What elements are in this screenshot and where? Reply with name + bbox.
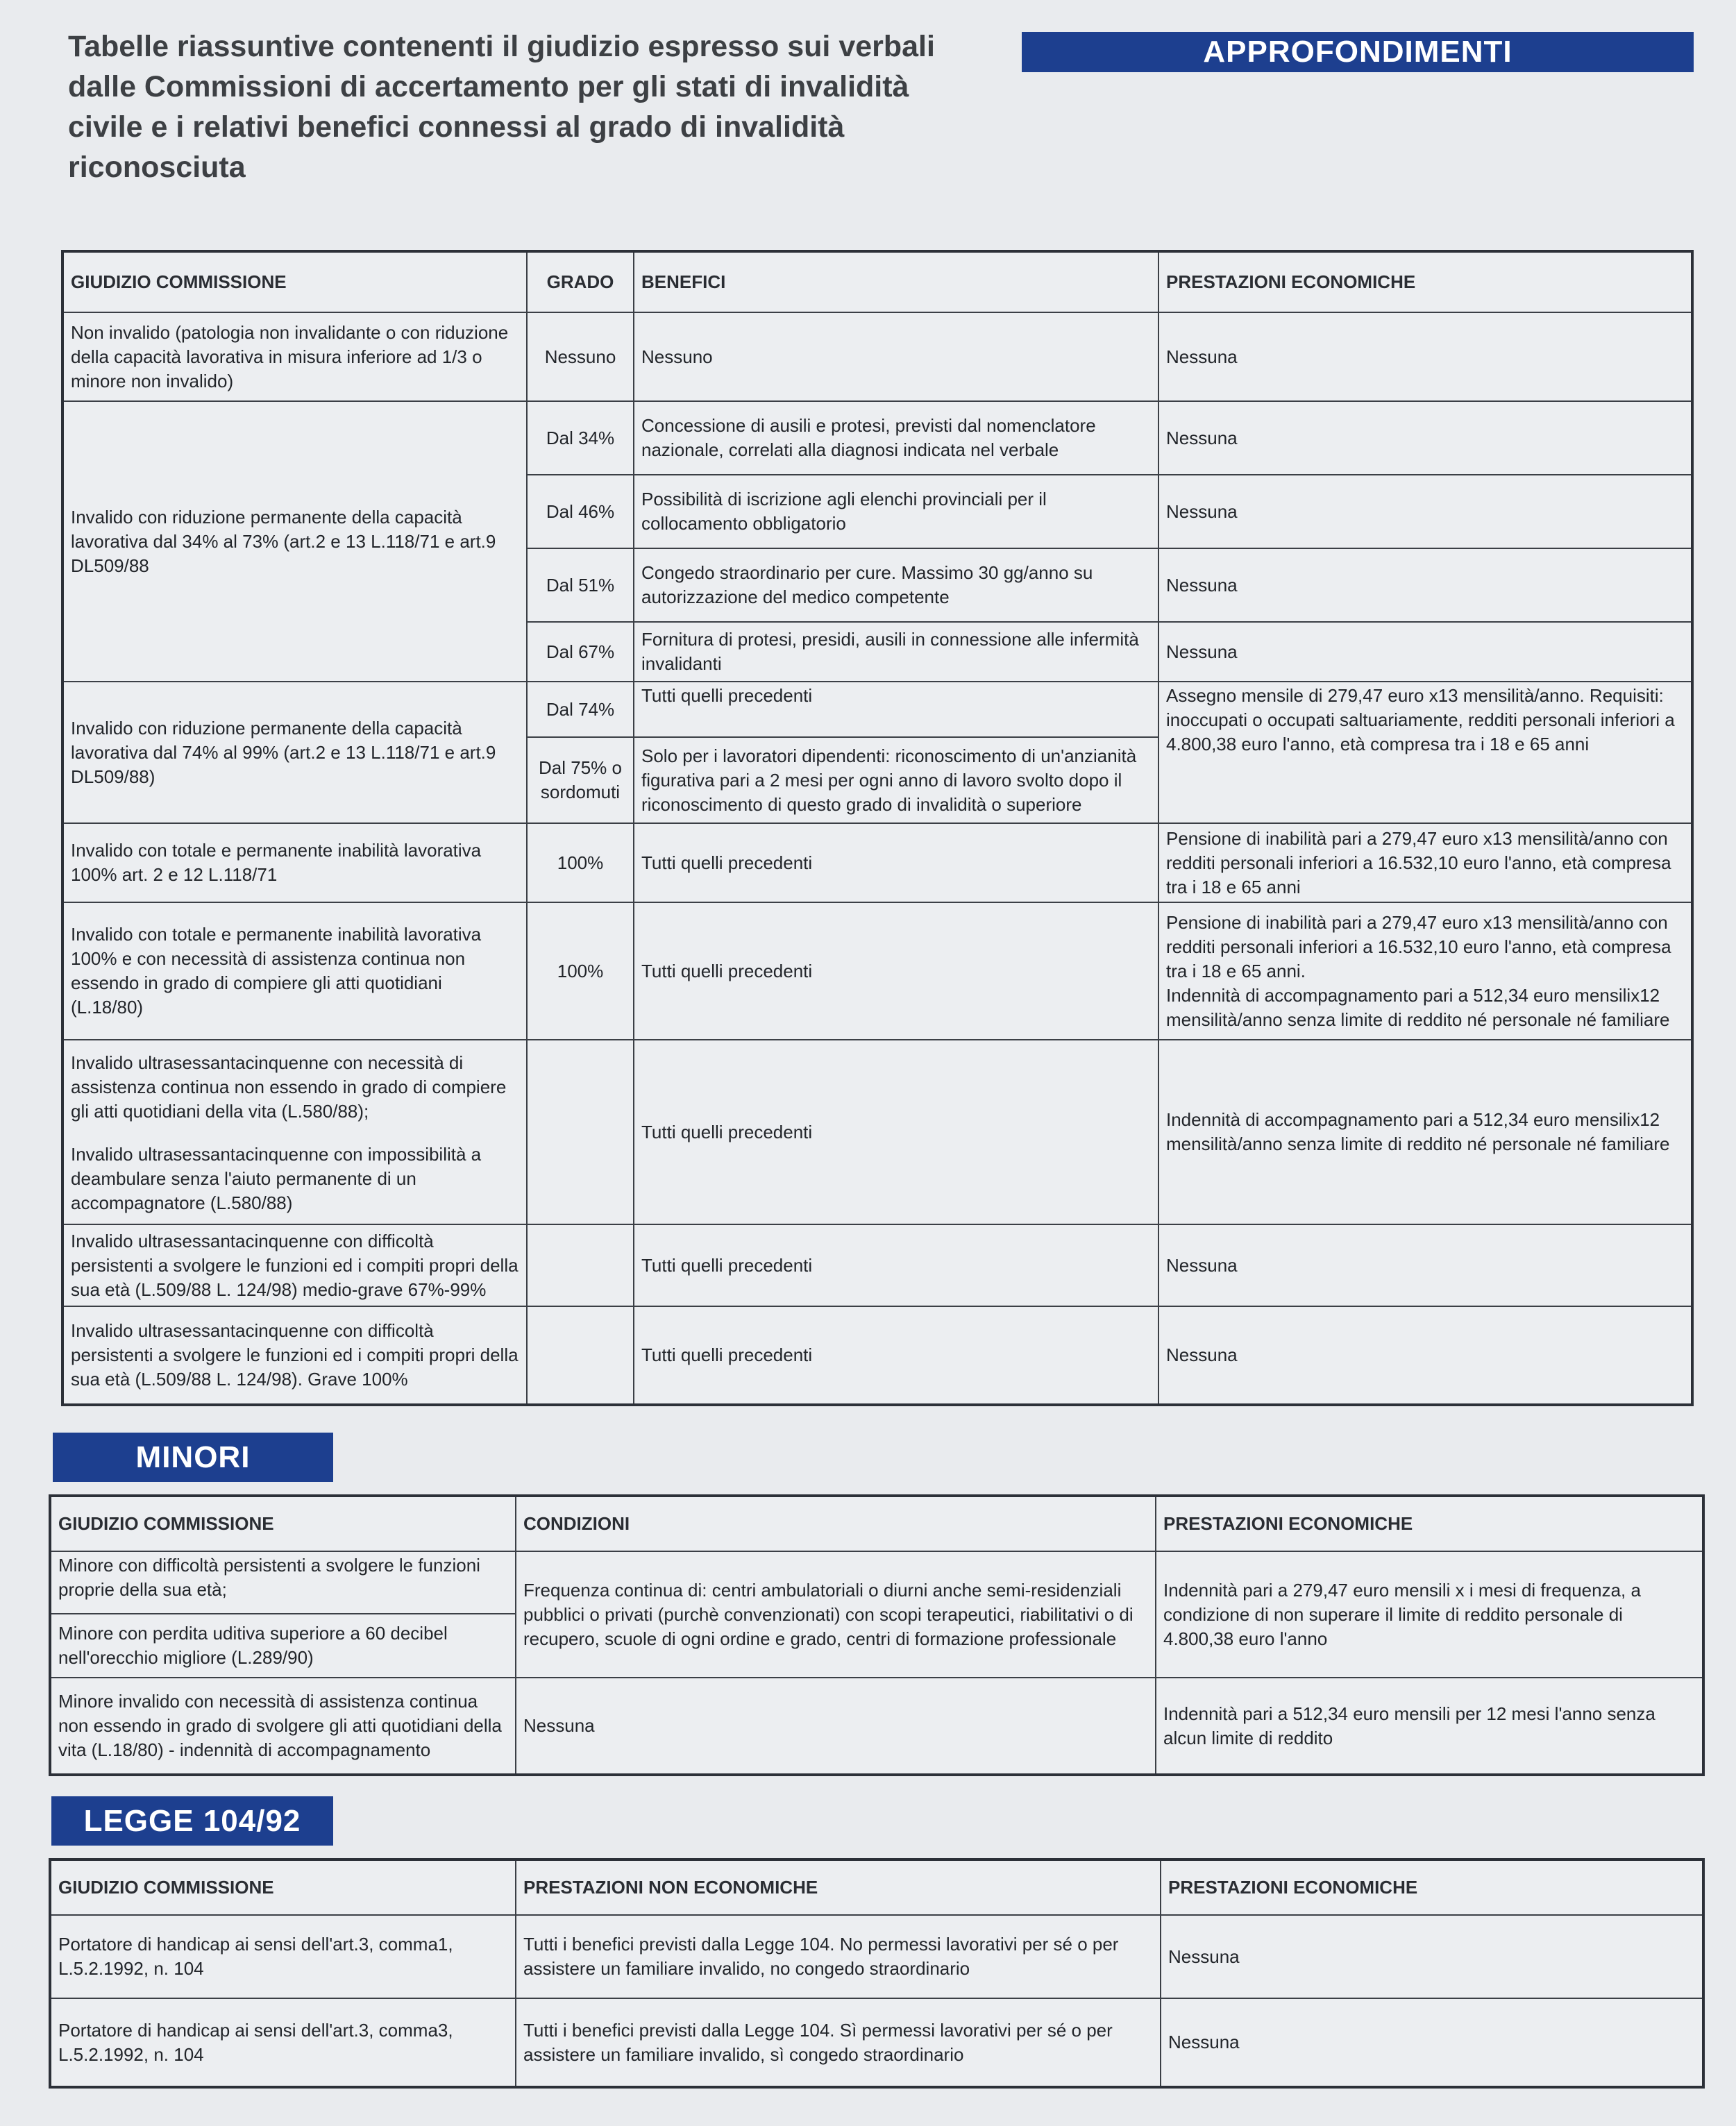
approfondimenti-banner: APPROFONDIMENTI bbox=[1022, 32, 1694, 72]
header-prestazioni: PRESTAZIONI ECONOMICHE bbox=[1158, 251, 1692, 312]
giudizio-cell: Invalido ultrasessantacinquenne con difficoltà persistenti a svolgere le funzioni ed i compiti propri della sua età (L.509/88 L. 124/98). Grave 100% bbox=[62, 1306, 527, 1405]
header-prestazioni: PRESTAZIONI ECONOMICHE bbox=[1156, 1496, 1703, 1551]
table-row bbox=[62, 902, 1692, 1040]
table-row bbox=[50, 1678, 1703, 1775]
table-row bbox=[50, 1915, 1703, 1998]
table-row bbox=[62, 1224, 1692, 1306]
prestazioni-cell: Nessuna bbox=[1158, 1224, 1692, 1306]
benefici-cell: Possibilità di iscrizione agli elenchi provinciali per il collocamento obbligatorio bbox=[634, 475, 1158, 548]
table-header-row bbox=[62, 251, 1692, 312]
table-row bbox=[62, 312, 1692, 401]
minori-banner: MINORI bbox=[53, 1433, 333, 1482]
benefici-cell: Fornitura di protesi, presidi, ausili in connessione alle infermità invalidanti bbox=[634, 622, 1158, 682]
giudizio-cell: Invalido ultrasessantacinquenne con difficoltà persistenti a svolgere le funzioni ed i compiti propri della sua età (L.509/88 L. 124/98) medio-grave 67%-99% bbox=[62, 1224, 527, 1306]
prestazioni-cell: Assegno mensile di 279,47 euro x13 mensilità/anno. Requisiti: inoccupati o occupati saltuariamente, redditi personali inferiori a 4.800,38 euro l'anno, età compresa tra i 18 e 65 anni bbox=[1158, 682, 1692, 823]
legge-104-table bbox=[49, 1858, 1705, 2089]
benefici-cell: Congedo straordinario per cure. Massimo 30 gg/anno su autorizzazione del medico competente bbox=[634, 548, 1158, 622]
giudizio-cell: Invalido con riduzione permanente della capacità lavorativa dal 34% al 73% (art.2 e 13 L.118/71 e art.9 DL509/88 bbox=[62, 401, 527, 682]
grado-cell: Nessuno bbox=[527, 312, 634, 401]
grado-cell bbox=[527, 1040, 634, 1224]
benefici-cell: Tutti quelli precedenti bbox=[634, 682, 1158, 737]
prestazioni-cell bbox=[1158, 902, 1692, 1040]
giudizio-cell: Minore con perdita uditiva superiore a 60 decibel nell'orecchio migliore (L.289/90) bbox=[50, 1614, 516, 1678]
header-giudizio: GIUDIZIO COMMISSIONE bbox=[50, 1859, 516, 1915]
benefici-cell: Tutti quelli precedenti bbox=[634, 823, 1158, 902]
benefici-cell: Concessione di ausili e protesi, previsti dal nomenclatore nazionale, correlati alla diagnosi indicata nel verbale bbox=[634, 401, 1158, 475]
condizioni-cell: Nessuna bbox=[516, 1678, 1156, 1775]
page-title: Tabelle riassuntive contenenti il giudizio espresso sui verbali dalle Commissioni di accertamento per gli stati di invalidità civile e i relativi benefici connessi al grado di invalidità riconosciuta bbox=[68, 30, 935, 184]
header-benefici: BENEFICI bbox=[634, 251, 1158, 312]
prestazioni-cell: Indennità pari a 279,47 euro mensili x i mesi di frequenza, a condizione di non superare il limite di reddito personale di 4.800,38 euro l'anno bbox=[1156, 1551, 1703, 1678]
economiche-cell: Nessuna bbox=[1161, 1998, 1703, 2087]
prestazioni-pensione: Pensione di inabilità pari a 279,47 euro x13 mensilità/anno con redditi personali inferiori a 16.532,10 euro l'anno, età compresa tra i 18 e 65 anni. bbox=[1166, 911, 1671, 981]
condizioni-cell: Frequenza continua di: centri ambulatoriali o diurni anche semi-residenziali pubblici o privati (purchè convenzionati) con scopi terapeutici, riabilitativi o di recupero, scuole di ogni ordine e grado, centri di formazione professionale bbox=[516, 1551, 1156, 1678]
minori-table bbox=[49, 1494, 1705, 1776]
table-row bbox=[62, 401, 1692, 475]
header-non-economiche: PRESTAZIONI NON ECONOMICHE bbox=[516, 1859, 1161, 1915]
giudizio-cell: Minore invalido con necessità di assistenza continua non essendo in grado di svolgere gli atti quotidiani della vita (L.18/80) - indennità di accompagnamento bbox=[50, 1678, 516, 1775]
benefici-cell: Tutti quelli precedenti bbox=[634, 902, 1158, 1040]
prestazioni-cell: Nessuna bbox=[1158, 312, 1692, 401]
table-header-row bbox=[50, 1496, 1703, 1551]
grado-cell bbox=[527, 1306, 634, 1405]
grado-cell: 100% bbox=[527, 823, 634, 902]
grado-cell: Dal 46% bbox=[527, 475, 634, 548]
benefici-cell: Solo per i lavoratori dipendenti: riconoscimento di un'anzianità figurativa pari a 2 mesi per ogni anno di lavoro svolto dopo il riconoscimento di questo grado di invalidità o superiore bbox=[634, 737, 1158, 823]
prestazioni-cell: Nessuna bbox=[1158, 475, 1692, 548]
table-row bbox=[62, 823, 1692, 902]
header-giudizio: GIUDIZIO COMMISSIONE bbox=[62, 251, 527, 312]
giudizio-cell: Non invalido (patologia non invalidante o con riduzione della capacità lavorativa in misura inferiore ad 1/3 o minore non invalido) bbox=[62, 312, 527, 401]
grado-cell: Dal 75% o sordomuti bbox=[527, 737, 634, 823]
giudizio-cell: Invalido con riduzione permanente della capacità lavorativa dal 74% al 99% (art.2 e 13 L.118/71 e art.9 DL509/88) bbox=[62, 682, 527, 823]
giudizio-cell: Portatore di handicap ai sensi dell'art.3, comma1, L.5.2.1992, n. 104 bbox=[50, 1915, 516, 1998]
prestazioni-accompagnamento: Indennità di accompagnamento pari a 512,34 euro mensilix12 mensilità/anno senza limite di reddito né personale né familiare bbox=[1166, 984, 1670, 1030]
grado-cell: Dal 74% bbox=[527, 682, 634, 737]
prestazioni-cell: Nessuna bbox=[1158, 401, 1692, 475]
table-header-row bbox=[50, 1859, 1703, 1915]
non-economiche-cell: Tutti i benefici previsti dalla Legge 104. No permessi lavorativi per sé o per assistere un familiare invalido, no congedo straordinario bbox=[516, 1915, 1161, 1998]
grado-cell bbox=[527, 1224, 634, 1306]
grado-cell: Dal 67% bbox=[527, 622, 634, 682]
table-row bbox=[50, 1998, 1703, 2087]
table-row bbox=[62, 1306, 1692, 1405]
benefici-cell: Tutti quelli precedenti bbox=[634, 1040, 1158, 1224]
header-economiche: PRESTAZIONI ECONOMICHE bbox=[1161, 1859, 1703, 1915]
grado-cell: Dal 51% bbox=[527, 548, 634, 622]
header-grado: GRADO bbox=[527, 251, 634, 312]
giudizio-cell: Invalido ultrasessantacinquenne con impossibilità a deambulare senza l'aiuto permanente di un accompagnatore (L.580/88) bbox=[62, 1134, 527, 1224]
table-row bbox=[62, 1040, 1692, 1134]
economiche-cell: Nessuna bbox=[1161, 1915, 1703, 1998]
grado-cell: Dal 34% bbox=[527, 401, 634, 475]
table-row bbox=[62, 682, 1692, 737]
header-giudizio: GIUDIZIO COMMISSIONE bbox=[50, 1496, 516, 1551]
prestazioni-cell: Indennità pari a 512,34 euro mensili per 12 mesi l'anno senza alcun limite di reddito bbox=[1156, 1678, 1703, 1775]
prestazioni-cell: Indennità di accompagnamento pari a 512,34 euro mensilix12 mensilità/anno senza limite di reddito né personale né familiare bbox=[1158, 1040, 1692, 1224]
header-condizioni: CONDIZIONI bbox=[516, 1496, 1156, 1551]
giudizio-cell: Portatore di handicap ai sensi dell'art.3, comma3, L.5.2.1992, n. 104 bbox=[50, 1998, 516, 2087]
giudizio-cell: Invalido con totale e permanente inabilità lavorativa 100% e con necessità di assistenza continua non essendo in grado di compiere gli atti quotidiani (L.18/80) bbox=[62, 902, 527, 1040]
giudizio-cell: Invalido ultrasessantacinquenne con necessità di assistenza continua non essendo in grado di compiere gli atti quotidiani della vita (L.580/88); bbox=[62, 1040, 527, 1134]
legge-104-banner: LEGGE 104/92 bbox=[51, 1796, 333, 1846]
prestazioni-cell: Nessuna bbox=[1158, 548, 1692, 622]
benefici-cell: Tutti quelli precedenti bbox=[634, 1306, 1158, 1405]
non-economiche-cell: Tutti i benefici previsti dalla Legge 104. Sì permessi lavorativi per sé o per assistere un familiare invalido, sì congedo straordinario bbox=[516, 1998, 1161, 2087]
benefici-cell: Tutti quelli precedenti bbox=[634, 1224, 1158, 1306]
invalidita-table bbox=[61, 250, 1694, 1406]
prestazioni-cell: Nessuna bbox=[1158, 1306, 1692, 1405]
prestazioni-cell: Pensione di inabilità pari a 279,47 euro x13 mensilità/anno con redditi personali inferiori a 16.532,10 euro l'anno, età compresa tra i 18 e 65 anni bbox=[1158, 823, 1692, 902]
prestazioni-cell: Nessuna bbox=[1158, 622, 1692, 682]
giudizio-cell: Minore con difficoltà persistenti a svolgere le funzioni proprie della sua età; bbox=[50, 1551, 516, 1614]
table-row bbox=[50, 1551, 1703, 1614]
benefici-cell: Nessuno bbox=[634, 312, 1158, 401]
grado-cell: 100% bbox=[527, 902, 634, 1040]
giudizio-cell: Invalido con totale e permanente inabilità lavorativa 100% art. 2 e 12 L.118/71 bbox=[62, 823, 527, 902]
